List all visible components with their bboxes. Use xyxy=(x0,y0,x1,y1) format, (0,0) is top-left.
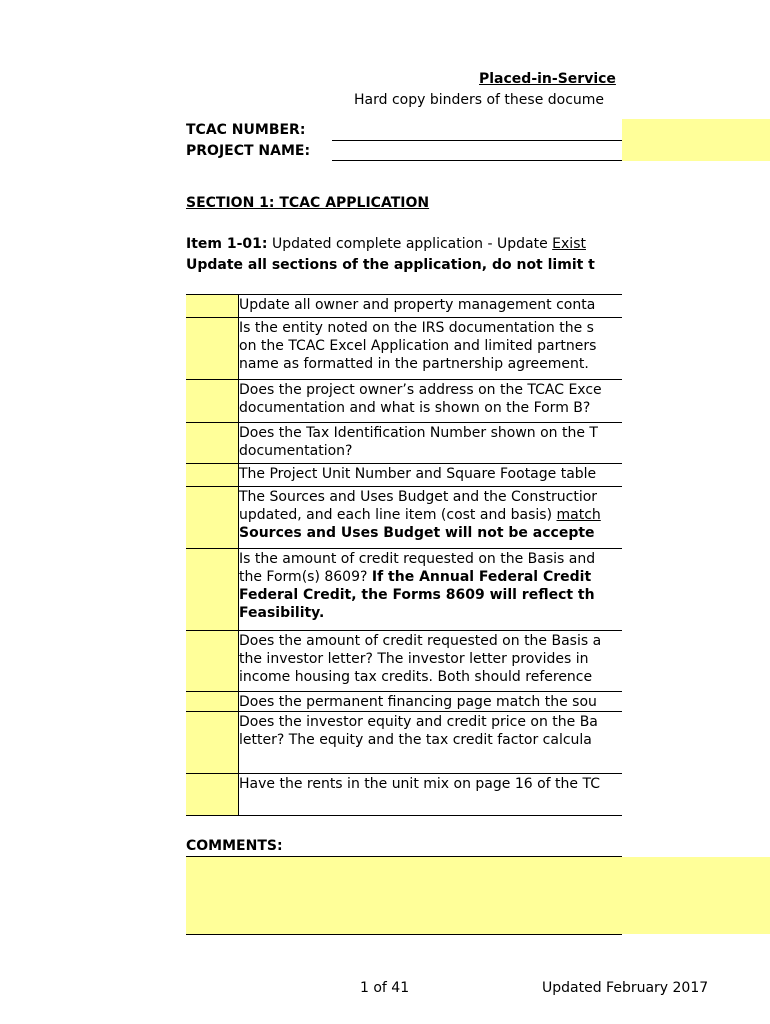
row-text: Feasibility. xyxy=(239,605,325,621)
row-text: name as formatted in the partnership agreement. xyxy=(239,356,589,372)
row-text: the investor letter? The investor letter provides in xyxy=(239,651,589,667)
row-text: Does the amount of credit requested on the Basis a xyxy=(239,633,602,649)
row-text: letter? The equity and the tax credit factor calcula xyxy=(239,732,592,748)
checklist-row xyxy=(239,775,622,793)
updated-date: Updated February 2017 xyxy=(542,980,709,996)
checklist-row xyxy=(239,488,622,542)
row-text: updated, and each line item (cost and basis) match xyxy=(239,507,601,523)
comments-input[interactable] xyxy=(186,857,770,934)
row-checkbox[interactable] xyxy=(186,380,238,422)
row-text: Have the rents in the unit mix on page 16 of the TC xyxy=(239,776,600,792)
checklist-row xyxy=(239,550,622,622)
row-text: Is the amount of credit requested on the Basis and xyxy=(239,551,596,567)
project-name-label: PROJECT NAME: xyxy=(186,143,311,159)
checklist-row xyxy=(239,319,622,373)
row-checkbox[interactable] xyxy=(186,423,238,463)
row-text: documentation and what is shown on the Form B? xyxy=(239,400,591,416)
item-link: Exist xyxy=(552,236,586,252)
checklist-row xyxy=(239,381,622,417)
row-checkbox[interactable] xyxy=(186,464,238,486)
checklist-row xyxy=(239,424,622,460)
row-text: The Sources and Uses Budget and the Constructior xyxy=(239,489,598,505)
item-description xyxy=(186,236,586,252)
row-text: Does the Tax Identification Number shown on the T xyxy=(239,425,598,441)
row-checkbox[interactable] xyxy=(186,712,238,773)
page-title: Placed-in-Service xyxy=(479,71,616,87)
checklist-row xyxy=(239,296,622,314)
item-label: Item 1-01: xyxy=(186,236,268,252)
field-fill-extension xyxy=(622,119,770,161)
row-text: Does the project owner’s address on the TCAC Exce xyxy=(239,382,602,398)
row-checkbox[interactable] xyxy=(186,318,238,379)
row-checkbox[interactable] xyxy=(186,487,238,548)
page-number: 1 of 41 xyxy=(360,980,410,996)
row-checkbox[interactable] xyxy=(186,549,238,630)
row-text: Sources and Uses Budget will not be accepte xyxy=(239,525,595,541)
row-text: Federal Credit, the Forms 8609 will reflect th xyxy=(239,587,595,603)
row-text: documentation? xyxy=(239,443,353,459)
row-text: Is the entity noted on the IRS documentation the s xyxy=(239,320,594,336)
row-checkbox[interactable] xyxy=(186,692,238,711)
row-text: income housing tax credits. Both should reference xyxy=(239,669,593,685)
row-checkbox[interactable] xyxy=(186,774,238,815)
row-checkbox[interactable] xyxy=(186,295,238,317)
checklist-row xyxy=(239,632,622,686)
row-text: the Form(s) 8609? If the Annual Federal Credit xyxy=(239,569,592,585)
checklist-row xyxy=(239,465,622,483)
item-text: Updated complete application - Update xyxy=(267,236,553,252)
row-checkbox[interactable] xyxy=(186,631,238,691)
row-text: Does the permanent financing page match the sou xyxy=(239,694,597,710)
row-text: Does the investor equity and credit price on the Ba xyxy=(239,714,598,730)
row-text: on the TCAC Excel Application and limited partners xyxy=(239,338,597,354)
comments-label: COMMENTS: xyxy=(186,838,283,854)
row-text: Update all owner and property management conta xyxy=(239,297,596,313)
section-title: SECTION 1: TCAC APPLICATION xyxy=(186,195,430,211)
page-subtitle: Hard copy binders of these docume xyxy=(354,92,605,108)
checklist-row xyxy=(239,693,622,711)
instruction-text: Update all sections of the application, do not limit t xyxy=(186,257,595,273)
tcac-number-label: TCAC NUMBER: xyxy=(186,122,306,138)
row-text: The Project Unit Number and Square Footage table xyxy=(239,466,597,482)
checklist-row xyxy=(239,713,622,749)
